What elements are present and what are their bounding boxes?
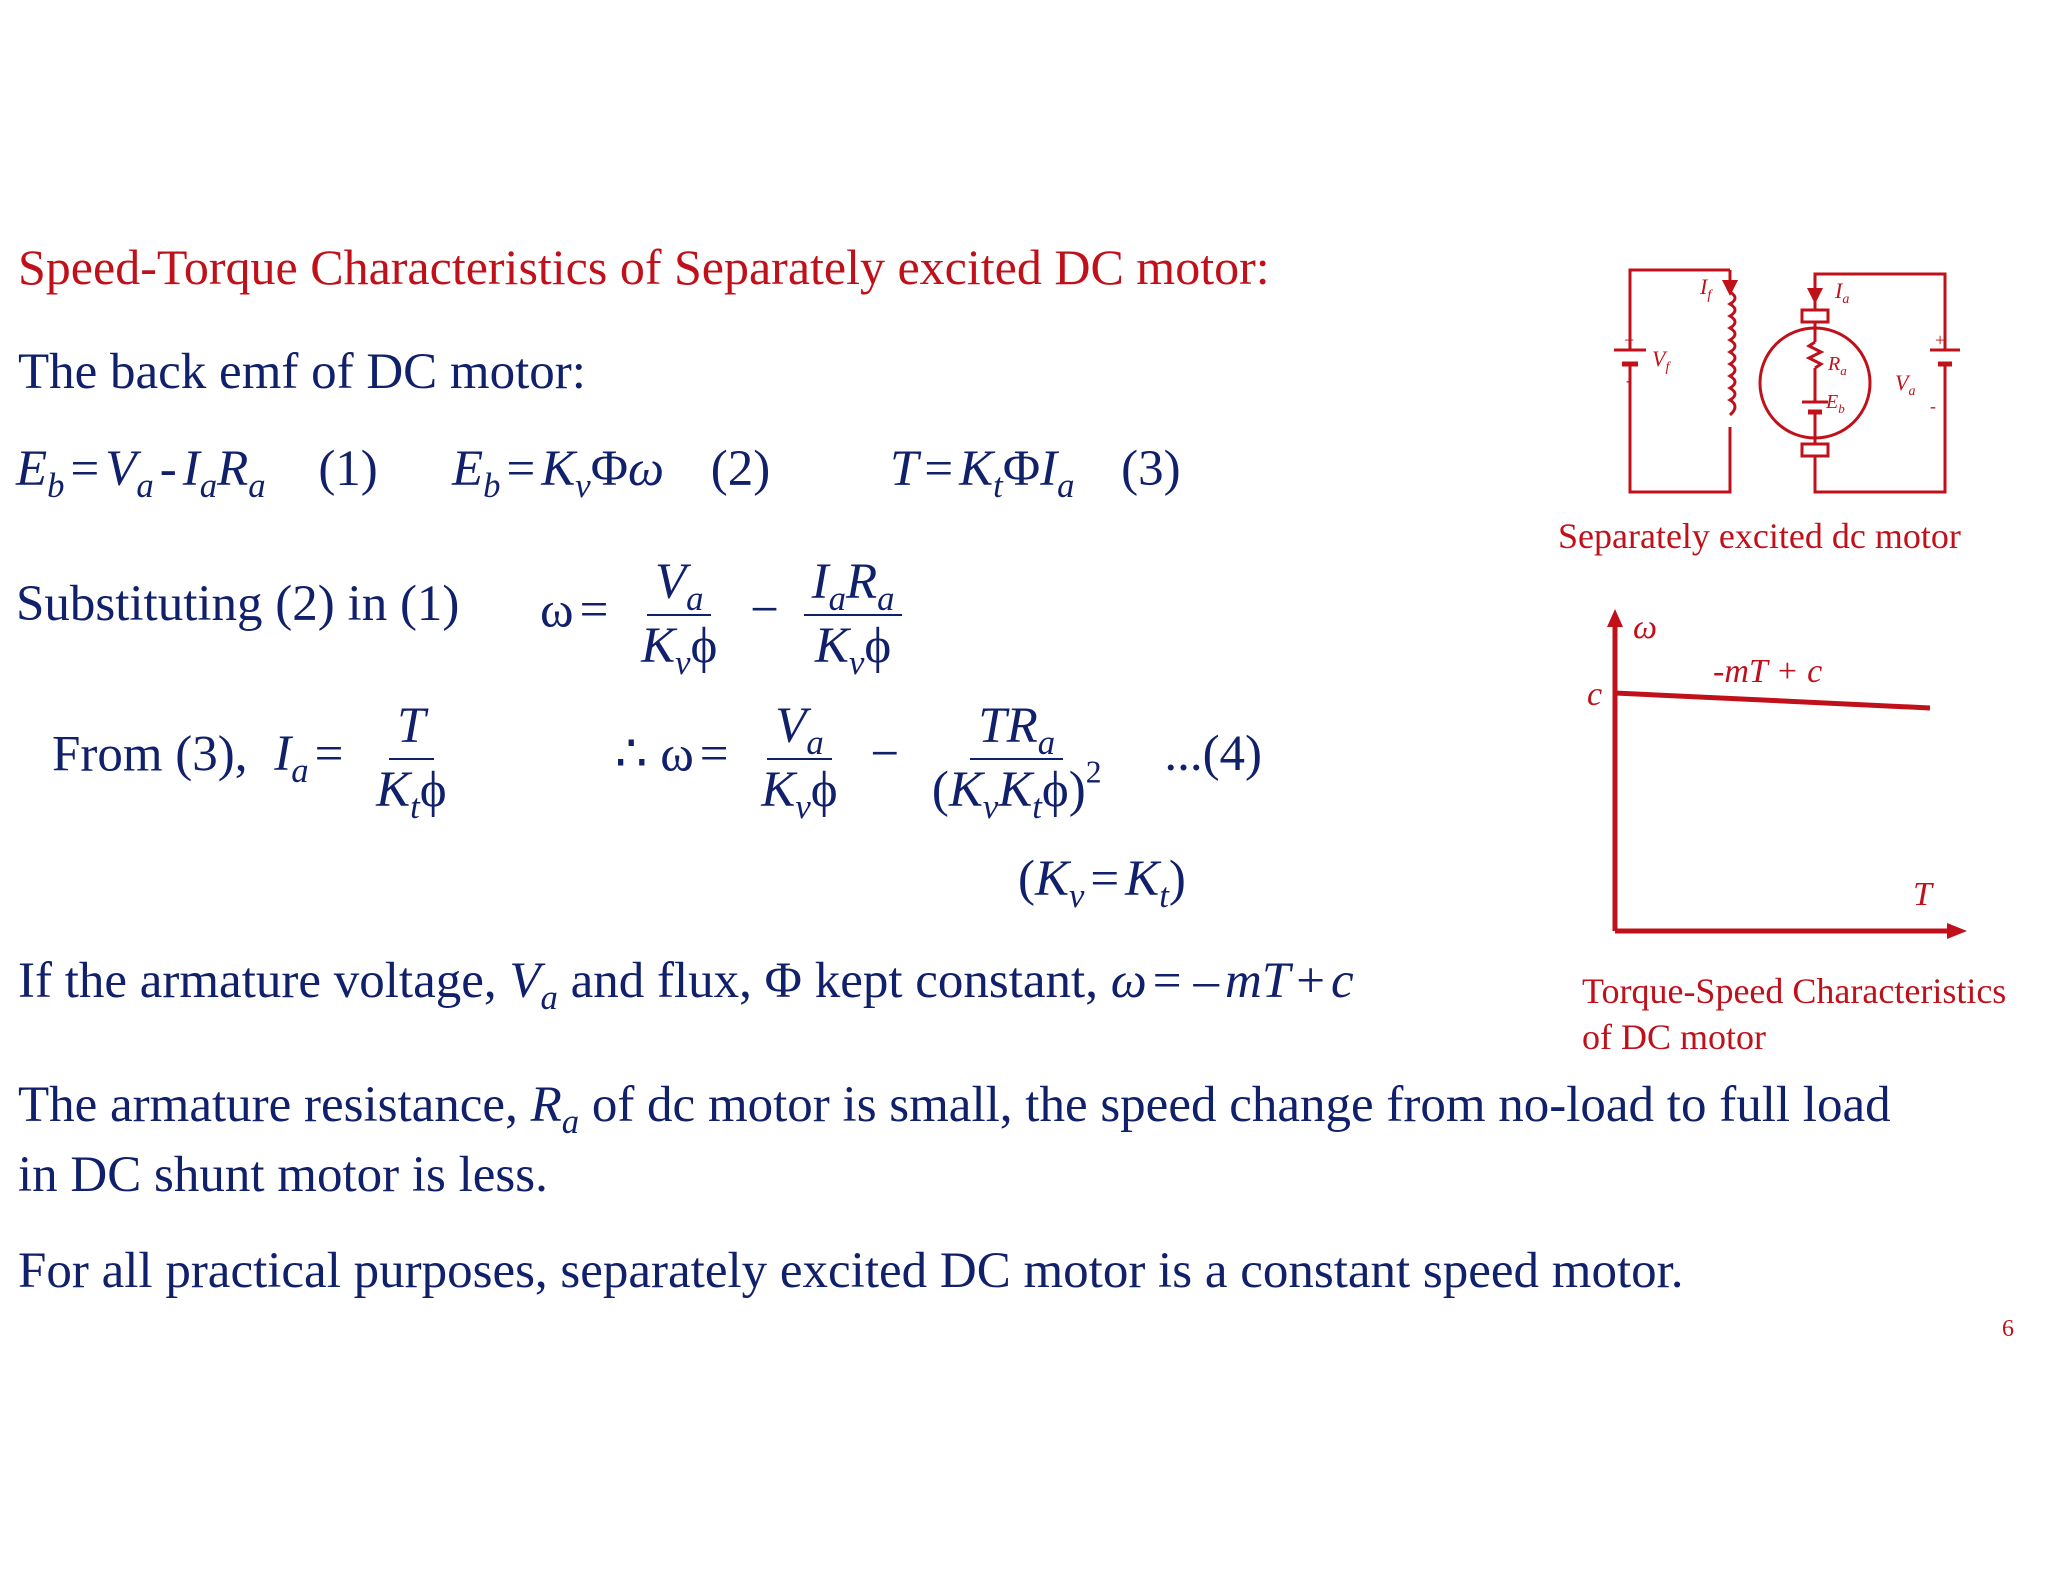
field-current-label: $I_f$ [1700, 274, 1712, 303]
kv-equals-kt: $(K_v = K_t)$ [1018, 851, 1186, 916]
from-3-label: From (3), [52, 726, 248, 783]
armature-current-label: $I_a$ [1835, 278, 1850, 307]
separately-excited-circuit-diagram [1590, 262, 1980, 502]
constant-condition-a: If the armature voltage, [18, 953, 497, 1009]
back-emf-intro: The back emf of DC motor: [18, 344, 586, 400]
armature-plus-sign: + [1935, 330, 1946, 350]
armature-wire-bottom [1815, 367, 1945, 492]
resistance-line-1b: of dc motor is small, the speed change from no-load to full load [591, 1077, 1891, 1133]
equation-1: $E_b = V_a - I_aR_a$ (1) [16, 441, 378, 506]
armature-resistor [1809, 342, 1821, 368]
graph-caption-line-2: of DC motor [1582, 1017, 1766, 1057]
armature-voltage-label: $V_a$ [1895, 370, 1916, 399]
speed-torque-line [1615, 693, 1930, 708]
equation-3: $T = K_t\Phi I_a$ (3) [890, 441, 1181, 506]
torque-speed-graph [1575, 605, 1975, 945]
top-brush [1802, 310, 1828, 322]
constant-condition-c: kept constant, [814, 953, 1098, 1009]
equation-4: ∴ ω = $\frac{V_a}{K_v\phi}$ − $\frac{TR_a}{(K_vK_t\phi)^2}$ ...(4) [615, 698, 1263, 826]
armature-current-arrow [1807, 288, 1823, 304]
back-emf-label: $E_b$ [1826, 391, 1845, 416]
resistance-line-2: in DC shunt motor is less. [18, 1147, 548, 1203]
resistance-line-1: The armature resistance, $R_a$ of dc motor is small, the speed change from no-load to full load [18, 1077, 1891, 1142]
omega-equation: ω = $\frac{V_a}{K_v\phi}$ − $\frac{I_aR_a}{K_v\phi}$ [540, 556, 908, 673]
equation-3-number: (3) [1121, 441, 1181, 497]
page-number: 6 [2002, 1316, 2014, 1342]
line-equation-label: -mT + c [1713, 653, 1823, 690]
substitution-label: Substituting (2) in (1) [16, 576, 460, 632]
field-wire-bottom [1630, 370, 1730, 492]
equation-2: $E_b = K_v\Phi\omega$ (2) [452, 441, 771, 506]
field-current-arrow [1722, 280, 1738, 296]
intercept-label: c [1587, 676, 1603, 713]
equation-2-number: (2) [710, 441, 771, 497]
x-axis-label: T [1913, 876, 1932, 913]
y-axis-label: ω [1633, 609, 1658, 646]
graph-caption-line-1: Torque-Speed Characteristics [1582, 971, 2007, 1011]
conclusion: For all practical purposes, separately excited DC motor is a constant speed motor. [18, 1243, 1684, 1299]
resistance-label: $R_a$ [1828, 353, 1847, 378]
field-winding [1730, 292, 1735, 415]
resistance-line-1a: The armature resistance, [18, 1077, 518, 1133]
slide-title: Speed-Torque Characteristics of Separately excited DC motor: [18, 239, 1270, 295]
armature-current-equation: From (3), $I_a$ = $\frac{T}{K_t\phi}$ [52, 698, 447, 826]
x-axis-arrow [1947, 923, 1967, 939]
circuit-caption: Separately excited dc motor [1558, 516, 1961, 556]
armature-minus-sign: - [1930, 396, 1936, 416]
equation-1-number: (1) [318, 441, 378, 497]
bottom-brush [1802, 444, 1828, 456]
field-voltage-label: $V_f$ [1652, 346, 1670, 375]
field-minus-sign: - [1626, 370, 1632, 390]
constant-condition: If the armature voltage, $V_a$ and flux, Φ kept constant, ω = – mT + c [18, 953, 1354, 1018]
field-plus-sign: + [1624, 330, 1635, 350]
y-axis-arrow [1607, 609, 1623, 627]
field-wire [1630, 270, 1730, 344]
constant-condition-b: and flux, [570, 953, 752, 1009]
equation-4-number: ...(4) [1164, 726, 1263, 783]
